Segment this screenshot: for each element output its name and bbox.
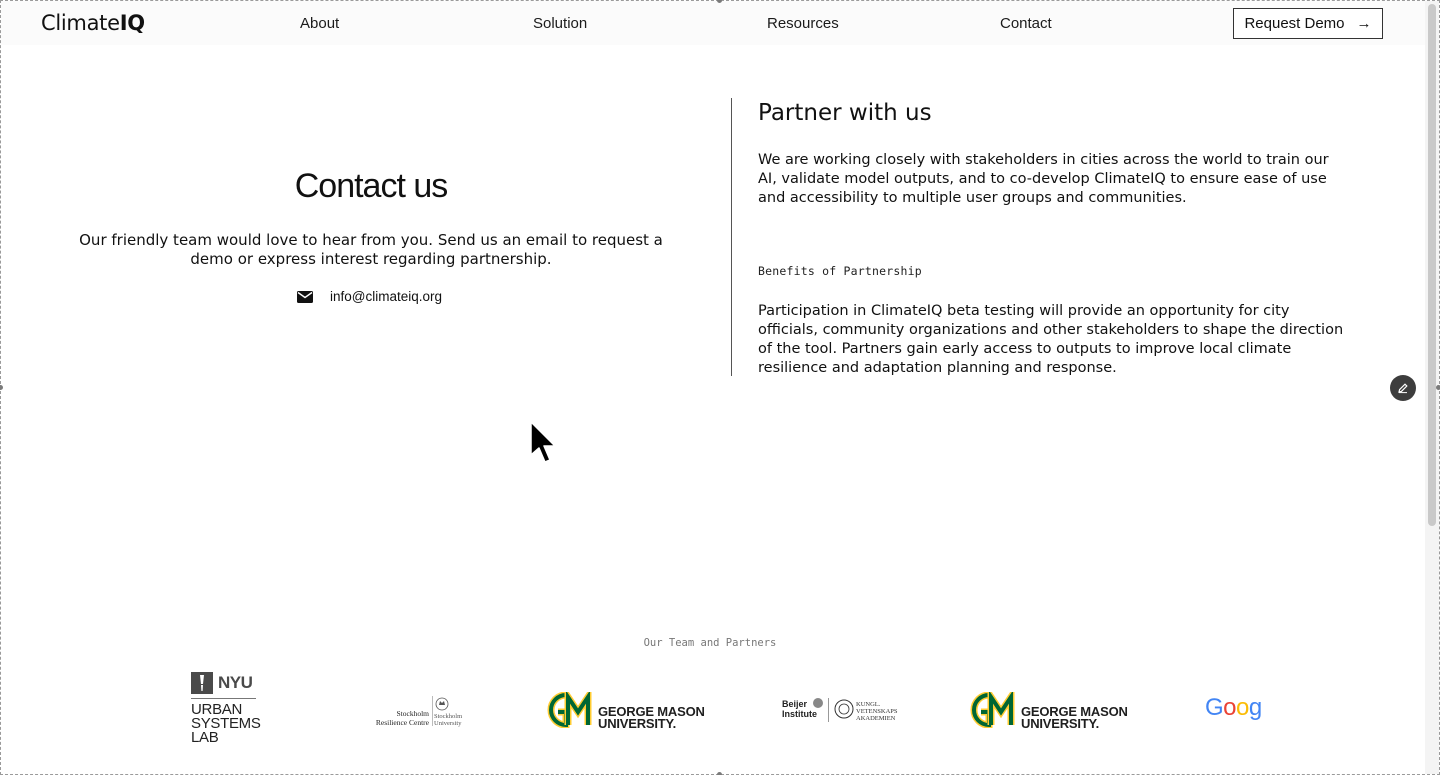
- partners-section-label: Our Team and Partners: [643, 637, 777, 649]
- nav-link-about[interactable]: About: [300, 15, 340, 32]
- partner-description: We are working closely with stakeholders in cities across the world to train our AI, validate model outputs, and to co-develop ClimateIQ to ensure ease of use and accessibility to multiple user groups and communities.: [758, 152, 1329, 206]
- beijer-emblem-icon: [812, 697, 824, 709]
- gmu-line2: UNIVERSITY.: [598, 716, 676, 731]
- pencil-icon: [1397, 382, 1409, 394]
- resize-handle-right[interactable]: [1436, 385, 1440, 390]
- stockholm-line1: Stockholm: [396, 709, 429, 718]
- section-divider: [731, 98, 732, 376]
- stockholm-uni-line1: Stockholm: [434, 713, 463, 720]
- stockholm-uni-line2: University: [434, 720, 462, 727]
- resize-handle-left[interactable]: [0, 385, 3, 390]
- logo-text-bold: IQ: [119, 11, 145, 35]
- request-demo-label: Request Demo: [1244, 15, 1345, 32]
- contact-title: Contact us: [294, 167, 448, 205]
- google-letter: g: [1248, 694, 1262, 721]
- stockholm-crown-icon: [434, 696, 450, 712]
- google-letter: o: [1236, 694, 1249, 721]
- gmu2-line2: UNIVERSITY.: [1021, 716, 1099, 731]
- gmu-line1: GEORGE MASON: [598, 704, 705, 719]
- request-demo-button[interactable]: [1233, 8, 1383, 39]
- logo-text-light: Climate: [41, 11, 120, 35]
- top-navigation-bar: [1, 1, 1425, 45]
- nyu-text: NYU: [218, 673, 253, 692]
- google-logo: [1205, 694, 1262, 722]
- gmu2-line1: GEORGE MASON: [1021, 704, 1128, 719]
- climateiq-logo[interactable]: [41, 11, 145, 35]
- google-text: [1205, 694, 1262, 721]
- edit-button[interactable]: [1390, 375, 1416, 401]
- nyu-rule: [191, 698, 256, 699]
- kva-line3: AKADEMIEN: [856, 715, 896, 722]
- nav-link-contact[interactable]: Contact: [1000, 15, 1052, 32]
- benefits-description: Participation in ClimateIQ beta testing will provide an opportunity for city officials, community organizations and other stakeholders to shape the direction of the tool. Partners gain early access to outputs to improve local climate resilience and adaptation planning and response.: [758, 303, 1344, 376]
- kva-line2: VETENSKAPS: [856, 708, 898, 715]
- arrow-right-icon: →: [1356, 15, 1372, 32]
- stockholm-separator: [432, 696, 433, 726]
- beijer-line1: Beijer: [782, 699, 808, 709]
- partner-title: Partner with us: [758, 100, 932, 126]
- kva-line1: KUNGL.: [856, 701, 881, 708]
- stockholm-line2: Resilience Centre: [375, 718, 429, 727]
- email-contact[interactable]: [297, 289, 442, 304]
- nyu-torch-icon: [191, 672, 213, 694]
- beijer-separator: [828, 698, 829, 722]
- envelope-icon: [297, 291, 313, 303]
- nav-link-solution[interactable]: Solution: [533, 15, 588, 32]
- urban-systems-lab-text: URBAN SYSTEMS LAB: [191, 701, 261, 746]
- email-link[interactable]: info@climateiq.org: [330, 289, 443, 304]
- contact-description: Our friendly team would love to hear from you. Send us an email to request a demo or express interest regarding partnership.: [79, 231, 663, 268]
- nav-link-resources[interactable]: Resources: [767, 15, 839, 32]
- benefits-label: Benefits of Partnership: [758, 264, 922, 278]
- google-letter: G: [1205, 694, 1224, 721]
- gmu-monogram-icon-2: [969, 692, 1017, 728]
- beijer-line2: Institute: [782, 709, 817, 719]
- kva-seal-icon: [834, 699, 854, 719]
- gmu-monogram-icon: [546, 692, 594, 728]
- scrollbar-thumb[interactable]: [1428, 4, 1436, 526]
- google-letter: o: [1223, 694, 1237, 721]
- mouse-cursor-icon: [529, 421, 557, 465]
